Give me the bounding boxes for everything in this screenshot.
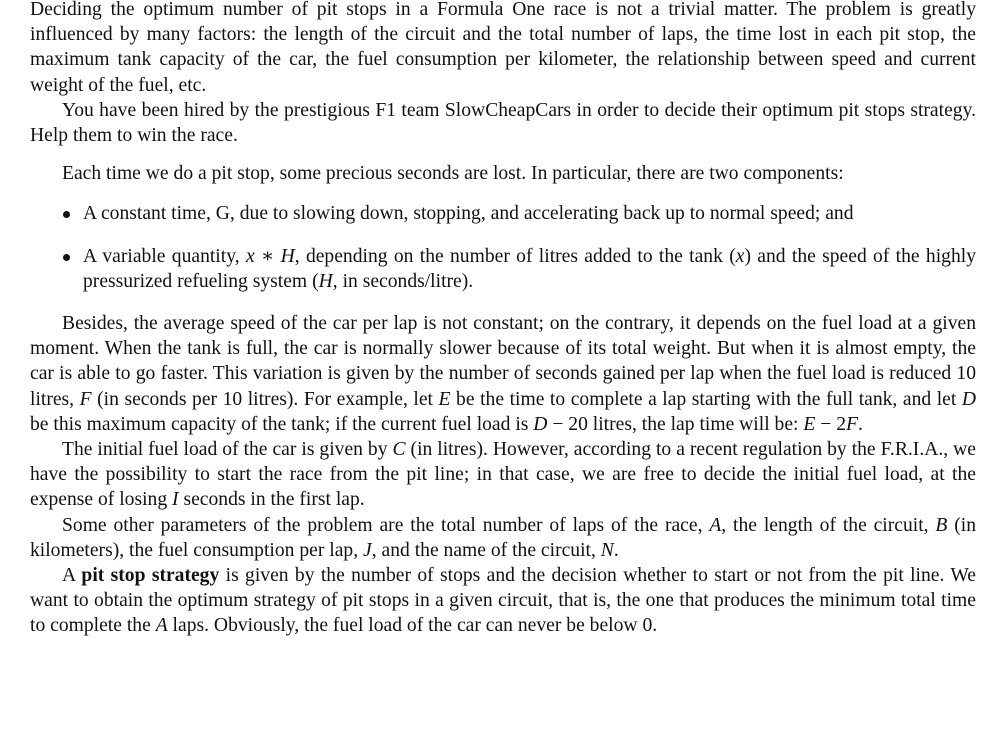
text: A variable quantity, <box>83 245 246 267</box>
math-var: D <box>533 413 548 435</box>
term-pit-stop-strategy: pit stop strategy <box>81 565 220 587</box>
list-item-constant-time <box>30 201 976 226</box>
text: (in kilometers), the fuel consumption per lap, <box>30 514 977 561</box>
math-var: I <box>172 489 179 511</box>
text: , the length of the circuit, <box>721 514 936 536</box>
hired-paragraph: You have been hired by the prestigious F1 team SlowCheapCars in order to decide their optimum pit stops strategy. Help them to win the race. <box>30 99 976 147</box>
strategy-paragraph <box>30 563 976 639</box>
speed-paragraph <box>30 311 976 437</box>
list-item-variable-quantity <box>30 244 976 294</box>
math-var: x <box>245 245 255 267</box>
text: seconds in the first lap. <box>178 489 365 511</box>
text: . <box>857 413 863 435</box>
text: , and the name of the circuit, <box>371 539 601 561</box>
text: Some other parameters of the problem are the total number of laps of the race, <box>62 514 710 536</box>
text: Besides, the average speed of the car per lap is not constant; on the contrary, it depends on the fuel load at a given moment. When the tank is full, the car is normally slower because of its total weight. But when it is almost empty, the car is able to go faster. This variation is given by the number of seconds gained per lap when the fuel load is reduced 10 litres, <box>30 313 976 410</box>
text: , depending on the number of litres added to the tank ( <box>294 245 736 267</box>
text: A <box>62 565 82 587</box>
text: ) and the speed of the highly pressurized refueling system ( <box>83 245 976 292</box>
math-var: D <box>961 388 976 410</box>
text: is given by the number of stops and the decision whether to start or not from the pit line. We want to obtain the optimum strategy of pit stops in a given circuit, that is, the one that produces the minimum total time to complete the <box>30 565 977 637</box>
bullet-text <box>83 246 976 292</box>
math-op: ∗ <box>254 245 281 267</box>
math-var: H <box>280 245 295 267</box>
bullet-text: A constant time, G, due to slowing down, stopping, and accelerating back up to normal speed; and <box>83 203 854 225</box>
parameters-paragraph <box>30 513 976 563</box>
math-var: F <box>79 388 92 410</box>
pitstop-lead-paragraph: Each time we do a pit stop, some precious seconds are lost. In particular, there are two components: <box>62 163 844 185</box>
text: − 20 litres, the lap time will be: <box>547 413 804 435</box>
math-var: E <box>803 413 816 435</box>
text: (in litres). However, according to a recent regulation by the F.R.I.A., we have the possibility to start the race from the pit line; in that case, we are free to decide the initial fuel load, at the expense of losing <box>30 439 976 511</box>
math-var: A <box>155 615 168 637</box>
text: (in seconds per 10 litres). For example, let <box>91 388 439 410</box>
initial-fuel-paragraph <box>30 437 976 513</box>
text: The initial fuel load of the car is given by <box>62 439 393 461</box>
math-var: J <box>363 539 372 561</box>
text: , in seconds/litre). <box>332 270 474 292</box>
intro-paragraph: Deciding the optimum number of pit stops in a Formula One race is not a trivial matter. The problem is greatly influenced by many factors: the length of the circuit and the total number of laps, the time lost in each pit stop, the maximum tank capacity of the car, the fuel consumption per kilometer, the relationship between speed and current weight of the fuel, etc. <box>30 0 976 96</box>
bullet-icon <box>63 211 70 218</box>
math-var: x <box>735 245 745 267</box>
text: be this maximum capacity of the tank; if the current fuel load is <box>30 413 534 435</box>
math-var: E <box>438 388 451 410</box>
pitstop-components-list <box>30 201 976 294</box>
math-var: F <box>846 413 858 435</box>
text: − 2 <box>815 413 847 435</box>
text: . <box>613 539 619 561</box>
math-var: C <box>392 439 406 461</box>
math-var: A <box>709 514 722 536</box>
text: laps. Obviously, the fuel load of the car can never be below 0. <box>167 615 658 637</box>
math-var: B <box>935 514 948 536</box>
text: be the time to complete a lap starting with the full tank, and let <box>450 388 962 410</box>
problem-statement <box>30 0 976 639</box>
bullet-icon <box>63 254 70 261</box>
math-var: H <box>318 270 333 292</box>
math-var: N <box>600 539 614 561</box>
